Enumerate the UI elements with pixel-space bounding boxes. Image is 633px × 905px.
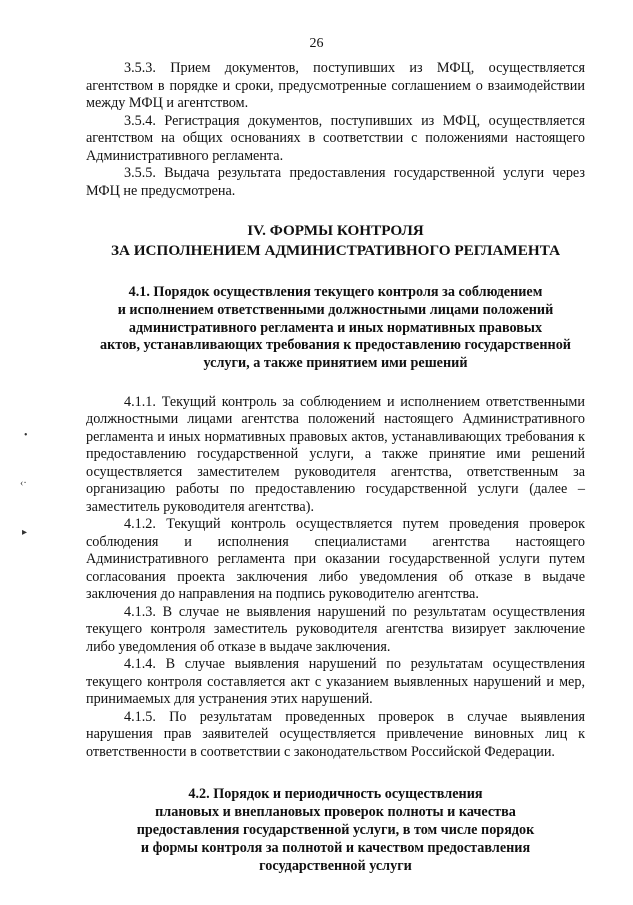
section-heading-line: предоставления государственной услуги, в том числе порядок [136, 822, 535, 839]
section-heading-line: и формы контроля за полнотой и качеством предоставления [140, 839, 531, 856]
paragraph-4-1-1: 4.1.1. Текущий контроль за соблюдением и исполнением ответственными должностными лицами агентства положений настоящего Административного регламента и иных нормативных правовых актов, устанавливающих требования к предоставлению государственной услуги, а также принятие ими решений осуществляется заместителем руководителя агентства, ответственным за организацию работы по предоставлению государственной услуги (далее – заместитель руководителя агентства). [86, 393, 585, 515]
section-heading-line: 4.1. Порядок осуществления текущего контроля за соблюдением [128, 284, 543, 300]
section-heading-line: административного регламента и иных нормативных правовых [128, 319, 543, 336]
paragraph-3-5-4: 3.5.4. Регистрация документов, поступивших из МФЦ, осуществляется агентством на общих основаниях в соответствии с положениями настоящего Административного регламента. [86, 112, 585, 164]
paragraph-4-1-5: 4.1.5. По результатам проведенных проверок в случае выявления нарушения прав заявителей осуществляется привлечение виновных лиц к ответственности в соответствии с законодательством Российской Федерации. [86, 708, 585, 760]
document-body [86, 60, 585, 896]
section-heading-line: актов, устанавливающих требования к предоставлению государственной [100, 337, 571, 354]
chapter-heading-line: IV. ФОРМЫ КОНТРОЛЯ [247, 222, 424, 239]
page-number: 26 [309, 36, 324, 51]
section-heading-line: плановых и внеплановых проверок полноты и качества [155, 804, 516, 821]
section-heading-line: и исполнением ответственными должностными лицами положений [117, 301, 554, 318]
section-heading-4-1 [86, 284, 585, 373]
chapter-heading [86, 221, 585, 261]
section-heading-line: 4.2. Порядок и периодичность осуществления [188, 786, 483, 803]
scan-mark: ‹· [20, 478, 27, 489]
paragraph-4-1-4: 4.1.4. В случае выявления нарушений по результатам осуществления текущего контроля составляется акт с указанием выявленных нарушений и мер, принимаемых для устранения этих нарушений. [86, 656, 585, 708]
paragraph-4-1-3: 4.1.3. В случае не выявления нарушений по результатам осуществления текущего контроля заместитель руководителя агентства визирует заключение либо уведомления об отказе в выдаче заключения. [86, 603, 585, 655]
section-heading-line: услуги, а также принятием ими решений [203, 355, 468, 372]
scan-mark: • [24, 430, 28, 441]
paragraph-4-1-2: 4.1.2. Текущий контроль осуществляется путем проведения проверок соблюдения и исполнения специалистами агентства настоящего Административного регламента при оказании государственной услуги путем согласования проекта заключения либо уведомления об отказе в выдаче заключения до направления на подпись руководителю агентства. [86, 516, 585, 603]
paragraph-3-5-5: 3.5.5. Выдача результата предоставления государственной услуги через МФЦ не предусмотрена. [86, 165, 585, 199]
section-heading-line: государственной услуги [259, 857, 412, 874]
scan-mark: ▸ [22, 527, 28, 538]
paragraph-3-5-3: 3.5.3. Прием документов, поступивших из МФЦ, осуществляется агентством в порядке и сроки, предусмотренные соглашением о взаимодействии между МФЦ и агентством. [86, 60, 585, 111]
section-heading-4-2 [86, 786, 585, 875]
chapter-heading-line: ЗА ИСПОЛНЕНИЕМ АДМИНИСТРАТИВНОГО РЕГЛАМЕНТА [110, 242, 561, 259]
